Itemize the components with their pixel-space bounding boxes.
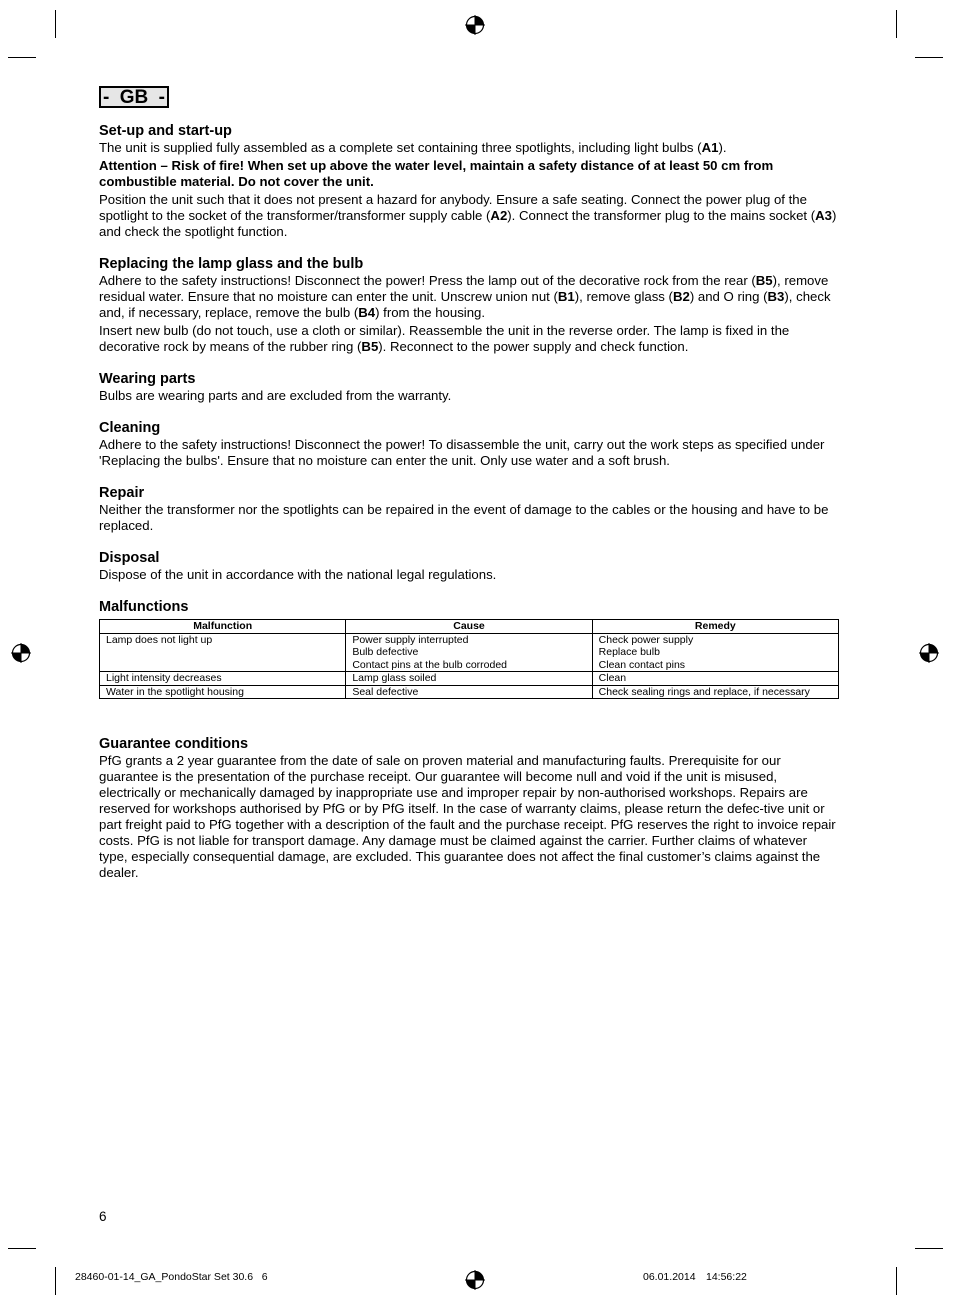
section-repair [99,484,839,534]
wearing-text: Bulbs are wearing parts and are excluded from the warranty. [99,388,452,403]
section-heading: Malfunctions [99,599,189,615]
section-heading: Repair [99,485,145,501]
table-cell: Lamp does not light up [100,633,346,672]
section-heading: Set-up and start-up [99,123,232,139]
table-row [100,672,839,686]
setup-paragraph-1: The unit is supplied fully assembled as a complete set containing three spotlights, including light bulbs (A1). [99,140,727,155]
table-cell: Clean [592,672,838,686]
language-label [99,86,169,108]
registration-mark-icon [11,643,31,663]
table-cell: Water in the spotlight housing [100,685,346,699]
section-malfunctions [99,598,839,699]
crop-mark [896,10,897,38]
section-guarantee [99,735,839,881]
crop-mark [8,57,36,58]
replacing-paragraph-1: Adhere to the safety instructions! Disconnect the power! Press the lamp out of the decorative rock from the rear (B5), remove residual water. Ensure that no moisture can enter the unit. Unscrew union nut (B1), remove glass (B2) and O ring (B3), check and, if necessary, replace, remove the bulb (B4) from the housing. [99,273,831,320]
section-setup [99,122,839,240]
setup-paragraph-2: Position the unit such that it does not present a hazard for anybody. Ensure a safe seating. Connect the power plug of the spotlight to the socket of the transformer/transformer supply cable (A2). Connect the transformer plug to the mains socket (A3) and check the spotlight function. [99,192,837,239]
crop-mark [896,1267,897,1295]
disposal-text: Dispose of the unit in accordance with the national legal regulations. [99,567,497,582]
column-header: Malfunction [100,620,346,634]
column-header: Remedy [592,620,838,634]
malfunctions-table [99,619,839,699]
crop-mark [915,1248,943,1249]
table-cell: Seal defective [346,685,592,699]
table-cell: Check sealing rings and replace, if necessary [592,685,838,699]
language-dash-right: - [158,86,165,108]
footer-filename: 28460-01-14_GA_PondoStar Set 30.6 6 [75,1271,268,1283]
crop-mark [8,1248,36,1249]
fire-warning: Attention – Risk of fire! When set up above the water level, maintain a safety distance of at least 50 cm from combustible material. Do not cover the unit. [99,158,774,189]
footer-time: 14:56:22 [706,1271,747,1283]
replacing-paragraph-2: Insert new bulb (do not touch, use a cloth or similar). Reassemble the unit in the reverse order. The lamp is fixed in the decorative rock by means of the rubber ring (B5). Reconnect to the power supply and check function. [99,323,790,354]
guarantee-text: PfG grants a 2 year guarantee from the date of sale on proven material and manufacturing faults. Prerequisite for our guarantee is the presentation of the purchase receipt. Our guarantee will become null and void if the unit is misused, electrically or mechanically damaged by inappropriate use and improper repair by non-authorised workshops. Repairs are reserved for workshops authorised by PfG or by PfG itself. In the case of warranty claims, please return the defec-tive unit or part freight paid to PfG together with a description of the fault and the purchase receipt. PfG reserves the right to invoice repair costs. PfG is not liable for transport damage. Any damage must be claimed against the carrier. Further claims of whatever type, especially consequential damage, are excluded. This guarantee does not affect the final customer’s claims against the dealer. [99,753,836,880]
language-code: GB [119,86,149,108]
crop-mark [915,57,943,58]
table-cell: Light intensity decreases [100,672,346,686]
section-heading: Replacing the lamp glass and the bulb [99,256,364,272]
registration-mark-icon [465,15,485,35]
table-cell: Lamp glass soiled [346,672,592,686]
registration-mark-icon [919,643,939,663]
repair-text: Neither the transformer nor the spotlights can be repaired in the event of damage to the cables or the housing and have to be replaced. [99,502,829,533]
section-disposal [99,549,839,583]
section-heading: Disposal [99,550,160,566]
section-heading: Cleaning [99,420,161,436]
table-row [100,685,839,699]
registration-mark-icon [465,1270,485,1290]
section-wearing-parts [99,370,839,404]
language-dash-left: - [103,86,110,108]
section-replacing [99,255,839,355]
crop-mark [55,1267,56,1295]
table-cell: Power supply interrupted Bulb defective Contact pins at the bulb corroded [346,633,592,672]
section-heading: Guarantee conditions [99,736,249,752]
cleaning-text: Adhere to the safety instructions! Disconnect the power! To disassemble the unit, carry out the work steps as specified under 'Replacing the bulbs'. Ensure that no moisture can enter the unit. Only use water and a soft brush. [99,437,825,468]
table-cell: Check power supply Replace bulb Clean contact pins [592,633,838,672]
table-header-row [100,620,839,634]
section-heading: Wearing parts [99,371,196,387]
footer-date: 06.01.2014 [643,1271,696,1283]
crop-mark [55,10,56,38]
page-number: 6 [99,1209,107,1224]
column-header: Cause [346,620,592,634]
section-cleaning [99,419,839,469]
table-row [100,633,839,672]
document-body [99,122,839,896]
